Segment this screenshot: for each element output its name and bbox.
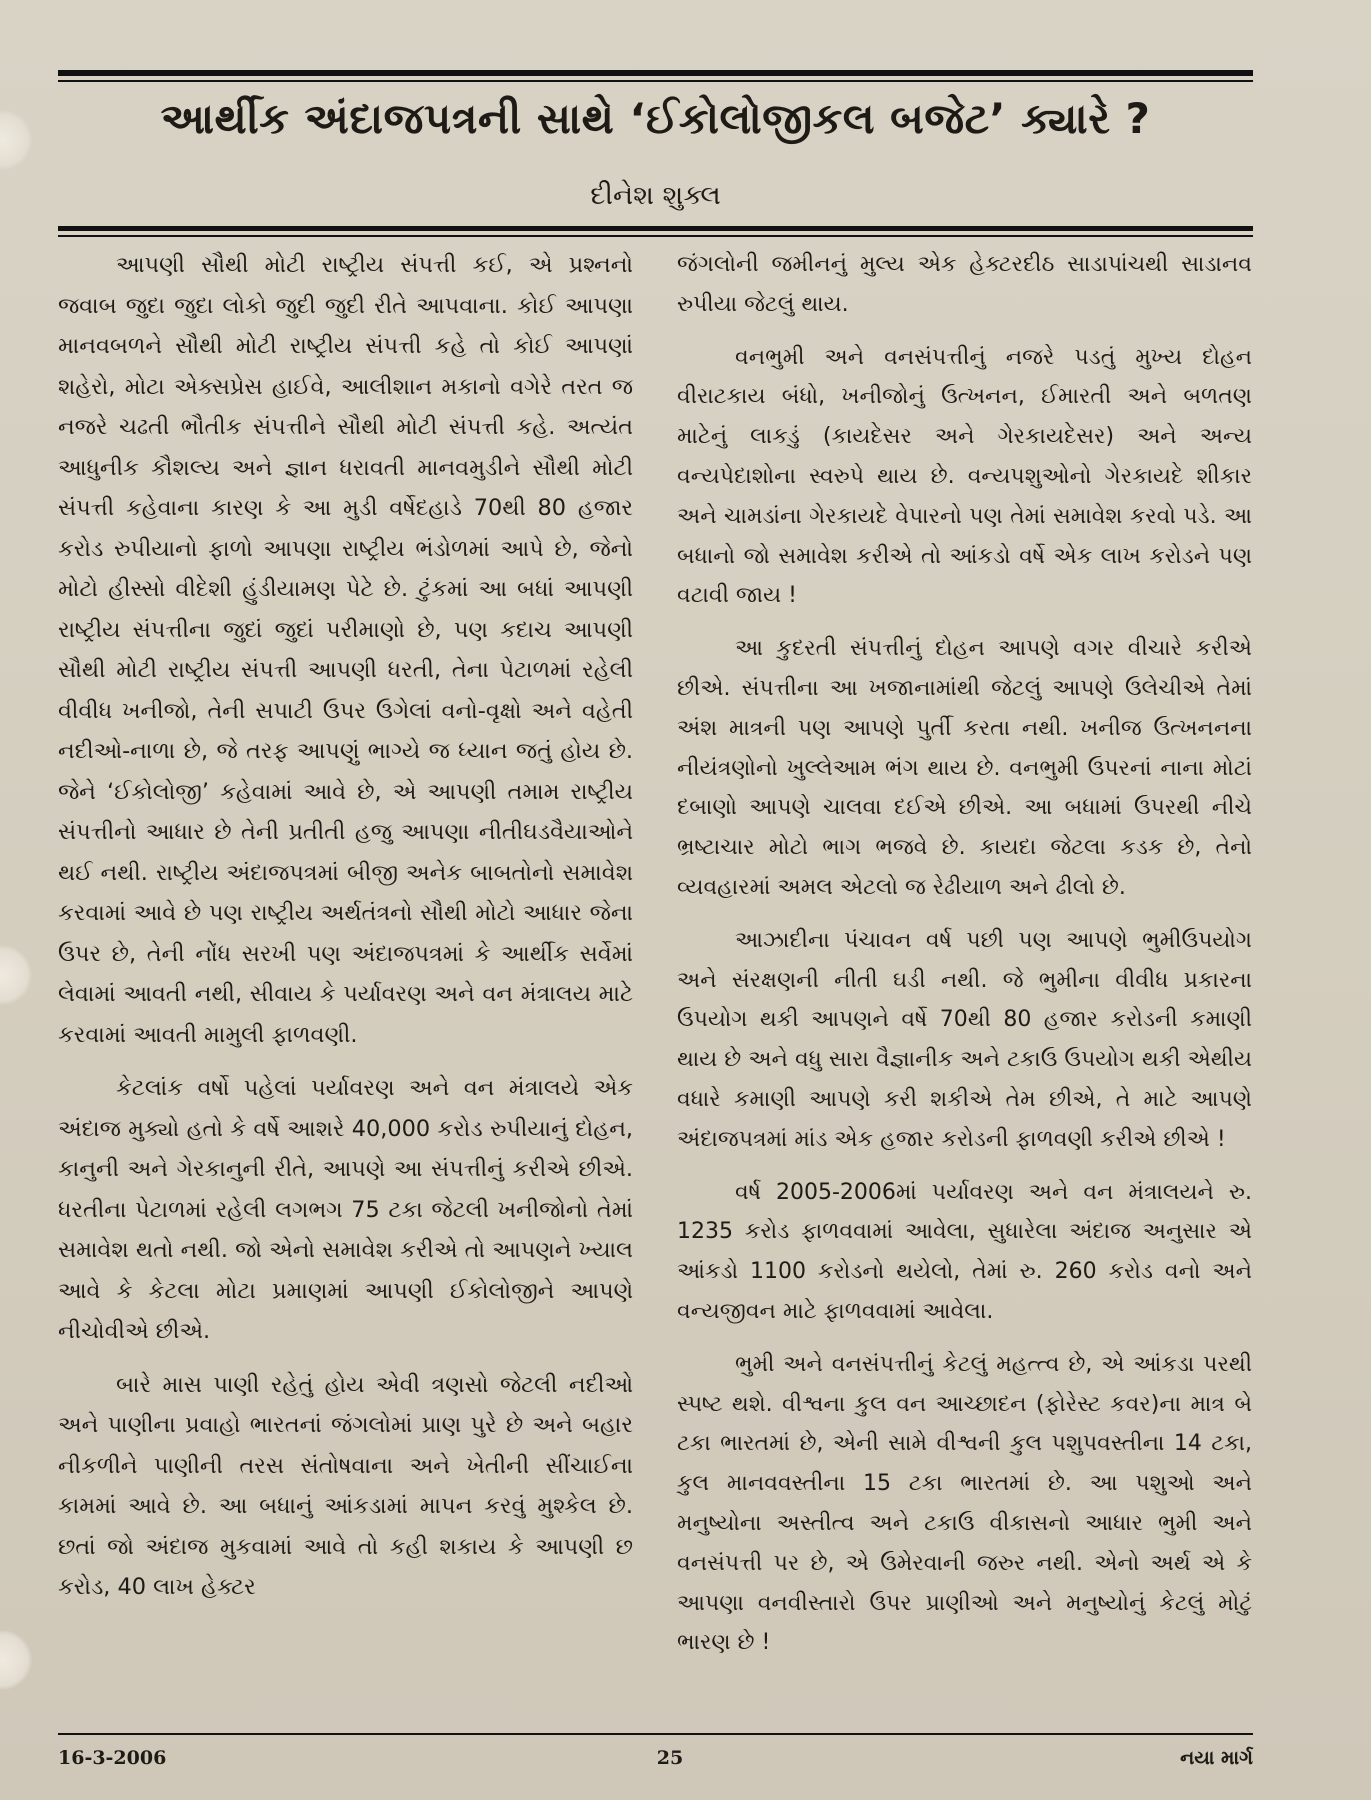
- top-rule-thin: [58, 80, 1253, 82]
- top-rule-thick: [58, 70, 1253, 76]
- paragraph: આ કુદરતી સંપત્તીનું દોહન આપણે વગર વીચારે કરીએ છીએ. સંપત્તીના આ ખજાનામાંથી જેટલું આપણે ઉલેચીએ તેમાં અંશ માત્રની પણ આપણે પુર્તી કરતા નથી. ખનીજ ઉત્ખનનના નીયંત્રણોનો ખુલ્લેઆમ ભંગ થાય છે. વનભુમી ઉપરનાં નાના મોટાં દબાણો આપણે ચાલવા દઈએ છીએ. આ બધામાં ઉપરથી નીચે ભ્રષ્ટાચાર મોટો ભાગ ભજવે છે. કાયદા જેટલા કડક છે, તેનો વ્યવહારમાં અમલ એટલો જ રેઢીયાળ અને ઢીલો છે.: [677, 636, 1252, 900]
- page-number: 25: [656, 1747, 684, 1769]
- paragraph: વનભુમી અને વનસંપત્તીનું નજરે પડતું મુખ્ય દોહન વીરાટકાય બંધો, ખનીજોનું ઉત્ખનન, ઈમારતી અને બળતણ માટેનું લાકડું (કાયદેસર અને ગેરકાયદેસર) અને અન્ય વન્યપેદાશોના સ્વરુપે થાય છે. વન્યપશુઓનો ગેરકાયદે શીકાર અને ચામડાંના ગેરકાયદે વેપારનો પણ તેમાં સમાવેશ કરવો પડે. આ બધાનો જો સમાવેશ કરીએ તો આંકડો વર્ષે એક લાખ કરોડને પણ વટાવી જાય !: [677, 344, 1252, 609]
- footer-date: 16-3-2006: [58, 1747, 167, 1769]
- left-column: [58, 245, 633, 1621]
- paragraph: ભુમી અને વનસંપત્તીનું કેટલું મહત્ત્વ છે, એ આંકડા પરથી સ્પષ્ટ થશે. વીશ્વના કુલ વન આચ્છાદન (ફોરેસ્ટ કવર)ના માત્ર બે ટકા ભારતમાં છે, એની સામે વીશ્વની કુલ પશુપવસ્તીના 14 ટકા, કુલ માનવવસ્તીના 15 ટકા ભારતમાં છે. આ પશુઓ અને મનુષ્યોના અસ્તીત્વ અને ટકાઉ વીકાસનો આધાર ભુમી અને વનસંપત્તી પર છે, એ ઉમેરવાની જરુર નથી. એનો અર્થ એ કે આપણા વનવીસ્તારો ઉપર પ્રાણીઓ અને મનુષ્યોનું કેટલું મોટું ભારણ છે !: [677, 1351, 1253, 1656]
- article-author: દીનેશ શુક્લ: [590, 180, 721, 211]
- article-title: આર્થીક અંદાજપત્રની સાથે ‘ઈકોલોજીકલ બજેટ’ ક્યારે ?: [160, 94, 1151, 143]
- paragraph: બારે માસ પાણી રહેતું હોય એવી ત્રણસો જેટલી નદીઓ અને પાણીના પ્રવાહો ભારતનાં જંગલોમાં પ્રાણ પુરે છે અને બહાર નીકળીને પાણીની તરસ સંતોષવાના અને ખેતીની સીંચાઈના કામમાં આવે છે. આ બધાનું આંકડામાં માપન કરવું મુશ્કેલ છે. છતાં જો અંદાજ મુકવામાં આવે તો કહી શકાય કે આપણી છ કરોડ, 40 લાખ હેક્ટર: [58, 1371, 633, 1600]
- footer-rule: [58, 1733, 1253, 1735]
- paragraph: આઝાદીના પંચાવન વર્ષ પછી પણ આપણે ભુમીઉપયોગ અને સંરક્ષણની નીતી ઘડી નથી. જે ભુમીના વીવીધ પ્રકારના ઉપયોગ થકી આપણને વર્ષે 70થી 80 હજાર કરોડની કમાણી થાય છે અને વધુ સારા વૈજ્ઞાનીક અને ટકાઉ ઉપયોગ થકી એથીય વધારે કમાણી આપણે કરી શકીએ તેમ છીએ, તે માટે આપણે અંદાજપત્રમાં માંડ એક હજાર કરોડની ફાળવણી કરીએ છીએ !: [677, 927, 1252, 1152]
- right-column: [677, 245, 1252, 1676]
- paragraph: જંગલોની જમીનનું મુલ્ય એક હેક્ટરદીઠ સાડાપાંચથી સાડાનવ રુપીયા જેટલું થાય.: [677, 252, 1252, 317]
- paragraph: વર્ષ 2005-2006માં પર્યાવરણ અને વન મંત્રાલયને રુ. 1235 કરોડ ફાળવવામાં આવેલા, સુધારેલા અંદાજ અનુસાર એ આંકડો 1100 કરોડનો થયેલો, તેમાં રુ. 260 કરોડ વનો અને વન્યજીવન માટે ફાળવવામાં આવેલા.: [677, 1179, 1252, 1324]
- punch-hole: [0, 110, 32, 170]
- header-rule-thin: [58, 235, 1253, 237]
- paragraph: કેટલાંક વર્ષો પહેલાં પર્યાવરણ અને વન મંત્રાલયે એક અંદાજ મુક્યો હતો કે વર્ષે આશરે 40,000 કરોડ રુપીયાનું દોહન, કાનુની અને ગેરકાનુની રીતે, આપણે આ સંપત્તીનું કરીએ છીએ. ધરતીના પેટાળમાં રહેલી લગભગ 75 ટકા જેટલી ખનીજોનો તેમાં સમાવેશ થતો નથી. જો એનો સમાવેશ કરીએ તો આપણને ખ્યાલ આવે કે કેટલા મોટા પ્રમાણમાં આપણી ઈકોલોજીને આપણે નીચોવીએ છીએ.: [58, 1075, 633, 1344]
- header-rule-thick: [58, 226, 1253, 231]
- punch-hole: [0, 1630, 32, 1690]
- paragraph: આપણી સૌથી મોટી રાષ્ટ્રીય સંપત્તી કઈ, એ પ્રશ્નનો જવાબ જુદા જુદા લોકો જુદી જુદી રીતે આપવાના. કોઈ આપણા માનવબળને સૌથી મોટી રાષ્ટ્રીય સંપત્તી કહે તો કોઈ આપણાં શહેરો, મોટા એક્સપ્રેસ હાઈવે, આલીશાન મકાનો વગેરે તરત જ નજરે ચઢતી ભૌતીક સંપત્તીને સૌથી મોટી સંપત્તી કહે. અત્યંત આધુનીક કૌશલ્ય અને જ્ઞાન ધરાવતી માનવમુડીને સૌથી મોટી સંપત્તી કહેવાના કારણ કે આ મુડી વર્ષેદહાડે 70થી 80 હજાર કરોડ રુપીયાનો ફાળો આપણા રાષ્ટ્રીય ભંડોળમાં આપે છે, જેનો મોટો હીસ્સો વીદેશી હુંડીયામણ પેટે છે. ટુંકમાં આ બધાં આપણી રાષ્ટ્રીય સંપત્તીના જુદાં જુદાં પરીમાણો છે, પણ કદાચ આપણી સૌથી મોટી રાષ્ટ્રીય સંપત્તી આપણી ધરતી, તેના પેટાળમાં રહેલી વીવીધ ખનીજો, તેની સપાટી ઉપર ઉગેલાં વનો-વૃક્ષો અને વહેતી નદીઓ-નાળા છે, જે તરફ આપણું ભાગ્યે જ ધ્યાન જતું હોય છે. જેને ‘ઈકોલોજી’ કહેવામાં આવે છે, એ આપણી તમામ રાષ્ટ્રીય સંપત્તીનો આધાર છે તેની પ્રતીતી હજુ આપણા નીતીઘડવૈયાઓને થઈ નથી. રાષ્ટ્રીય અંદાજપત્રમાં બીજી અનેક બાબતોનો સમાવેશ કરવામાં આવે છે પણ રાષ્ટ્રીય અર્થતંત્રનો સૌથી મોટો આધાર જેના ઉપર છે, તેની નોંધ સરખી પણ અંદાજપત્રમાં કે આર્થીક સર્વેમાં લેવામાં આવતી નથી, સીવાય કે પર્યાવરણ અને વન મંત્રાલય માટે કરવામાં આવતી મામુલી ફાળવણી.: [58, 252, 633, 1048]
- punch-hole: [0, 945, 32, 1005]
- publication-name: નયા માર્ગ: [1180, 1747, 1253, 1769]
